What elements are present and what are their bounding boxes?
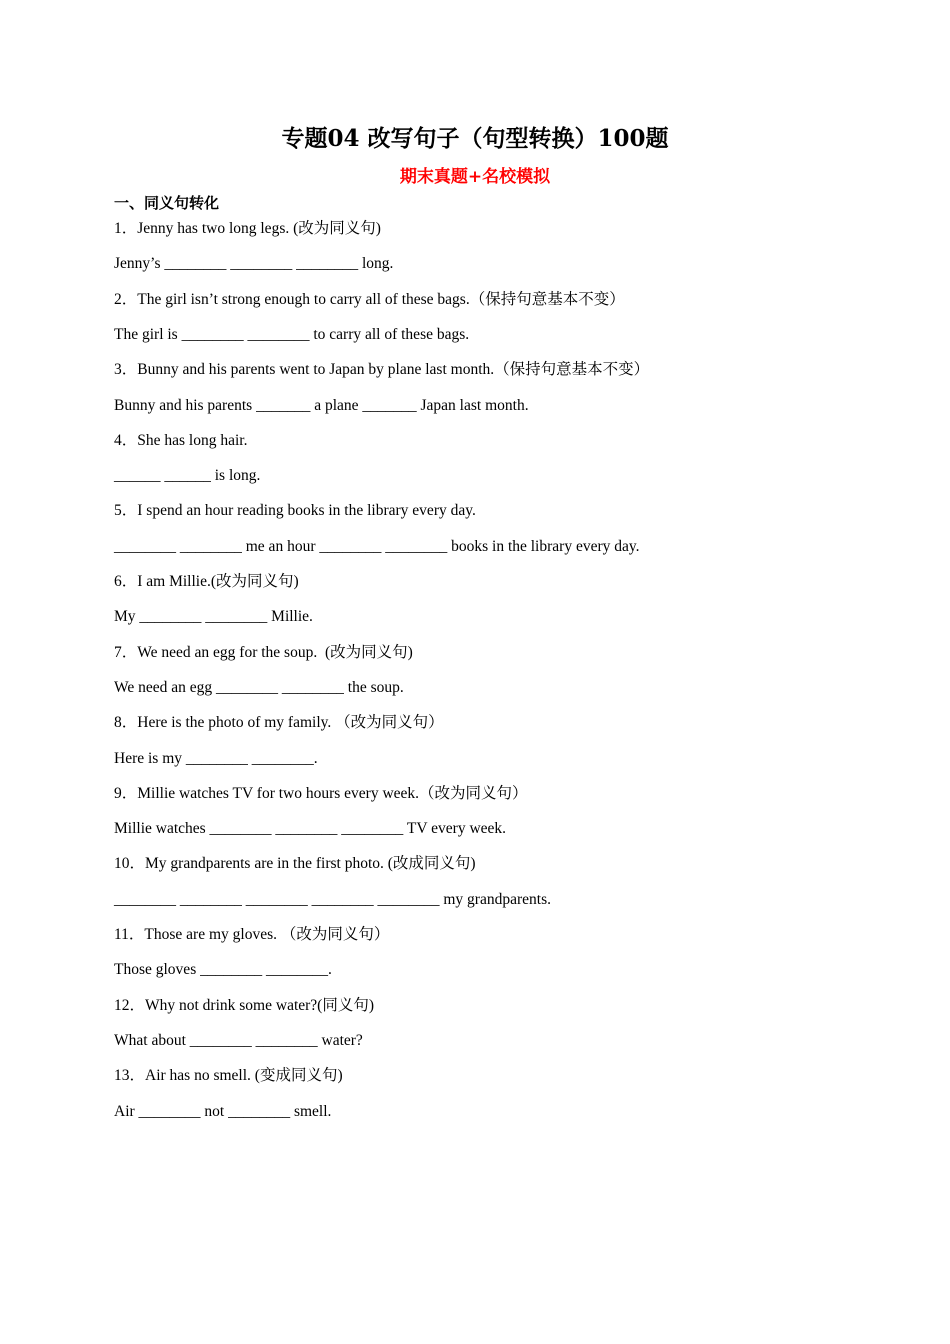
- question-text: 6．I am Millie.(改为同义句): [114, 573, 299, 590]
- answer-line: ________ ________ me an hour ________ ________ books in the library every day.: [114, 537, 640, 555]
- question-text: 9．Millie watches TV for two hours every week.（改为同义句）: [114, 784, 528, 802]
- question-text: 13．Air has no smell. (变成同义句): [114, 1067, 343, 1085]
- answer-line: Jenny’s ________ ________ ________ long.: [114, 255, 394, 273]
- answer-line: Air ________ not ________ smell.: [114, 1102, 332, 1120]
- answer-line: Those gloves ________ ________.: [114, 961, 332, 979]
- question-text: 11．Those are my gloves. （改为同义句）: [114, 926, 390, 943]
- question-text: 2．The girl isn’t strong enough to carry all of these bags.（保持句意基本不变）: [114, 290, 625, 308]
- document-subtitle: 期末真题+名校模拟: [399, 167, 551, 187]
- document-title: 专题04 改写句子（句型转换）100题: [281, 125, 669, 152]
- answer-line: ______ ______ is long.: [114, 467, 261, 485]
- question-text: 3．Bunny and his parents went to Japan by plane last month.（保持句意基本不变）: [114, 361, 650, 379]
- question-text: 4．She has long hair.: [114, 431, 248, 449]
- answer-line: We need an egg ________ ________ the soup.: [114, 678, 404, 696]
- question-text: 10．My grandparents are in the first photo. (改成同义句): [114, 855, 476, 873]
- answer-line: My ________ ________ Millie.: [114, 608, 313, 626]
- answer-line: Here is my ________ ________.: [114, 749, 318, 767]
- question-text: 5．I spend an hour reading books in the library every day.: [114, 502, 476, 520]
- answer-line: Millie watches ________ ________ ________ TV every week.: [114, 820, 507, 838]
- section-heading: 一、同义句转化: [114, 194, 220, 212]
- answer-line: Bunny and his parents _______ a plane _______ Japan last month.: [114, 396, 529, 414]
- question-text: 12．Why not drink some water?(同义句): [114, 996, 374, 1014]
- answer-line: The girl is ________ ________ to carry all of these bags.: [114, 325, 470, 343]
- answer-line: ________ ________ ________ ________ ________ my grandparents.: [114, 890, 551, 908]
- question-text: 7．We need an egg for the soup. (改为同义句): [114, 643, 413, 661]
- answer-line: What about ________ ________ water?: [114, 1031, 363, 1049]
- question-text: 8．Here is the photo of my family. （改为同义句）: [114, 714, 444, 732]
- question-text: 1．Jenny has two long legs. (改为同义句): [114, 220, 381, 237]
